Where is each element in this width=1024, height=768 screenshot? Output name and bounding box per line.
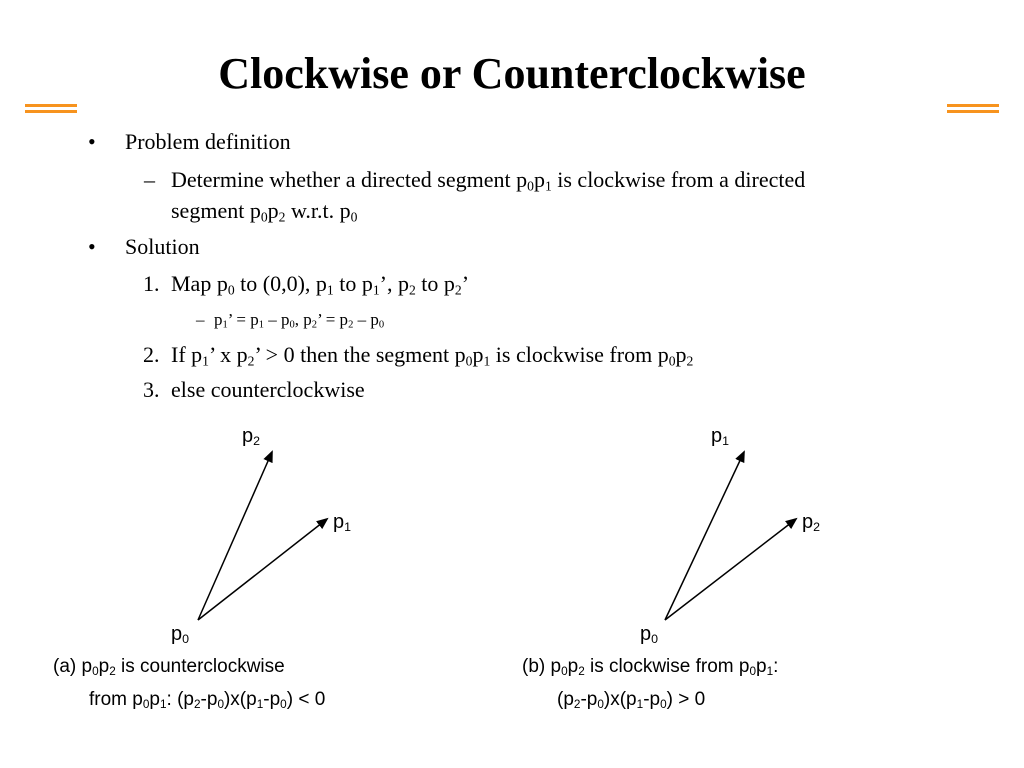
diagram-b-vector-p0-p2 xyxy=(665,519,796,620)
step1-text: Map $p_0$ to (0,0), $p_1$ to $p_1$’, $p_2$ to $p_2$’ xyxy=(171,271,470,298)
slide-title: Clockwise or Counterclockwise xyxy=(218,49,806,98)
diagram-a-vector-p0-p1 xyxy=(198,519,327,620)
problem-detail-line2: segment $p_0p_2$ w.r.t. $p_0$ xyxy=(171,198,358,225)
dash-marker: – xyxy=(144,167,155,192)
diagram-b-label-p1: $p_1$ xyxy=(711,425,730,449)
step3-number: 3. xyxy=(143,377,160,402)
diagram-a-caption-line1: (a) $p_0p_2$ is counterclockwise xyxy=(53,656,285,678)
diagram-a-caption-line2: from $p_0p_1$: $(p_2-p_0)x(p_1-p_0) < 0$ xyxy=(89,689,326,711)
diagram-b-caption-line2: $(p_2-p_0)x(p_1-p_0) > 0$ xyxy=(557,689,706,711)
diagram-b-vector-p0-p1 xyxy=(665,452,744,620)
step1-number: 1. xyxy=(143,271,160,296)
step3-text: else counterclockwise xyxy=(171,377,365,402)
diagram-a-label-p0: $p_0$ xyxy=(171,623,190,647)
diagram-b-caption-line1: (b) $p_0p_2$ is clockwise from $p_0p_1$: xyxy=(522,656,779,678)
diagram-a-vector-p0-p2 xyxy=(198,452,272,620)
diagram-b-label-p2: $p_2$ xyxy=(802,511,821,535)
bullet-marker: • xyxy=(88,129,96,154)
bullet-marker: • xyxy=(88,234,96,259)
step2-text: If $p_1$’ x $p_2$’ > 0 then the segment $p_0p_1$ is clockwise from $p_0p_2$ xyxy=(171,342,694,369)
problem-definition-label: Problem definition xyxy=(125,129,291,154)
diagram-a-label-p2: $p_2$ xyxy=(242,425,261,449)
dash-marker: – xyxy=(196,310,205,329)
diagram-b-label-p0: $p_0$ xyxy=(640,623,659,647)
step1-subpoint: $p_1$’ = $p_1 - p_0$, $p_2$’ = $p_2 - p_0$ xyxy=(214,310,385,331)
problem-detail-line1: Determine whether a directed segment $p_0p_1$ is clockwise from a directed xyxy=(171,167,806,194)
diagram-a-label-p1: $p_1$ xyxy=(333,511,352,535)
step2-number: 2. xyxy=(143,342,160,367)
solution-label: Solution xyxy=(125,234,200,259)
